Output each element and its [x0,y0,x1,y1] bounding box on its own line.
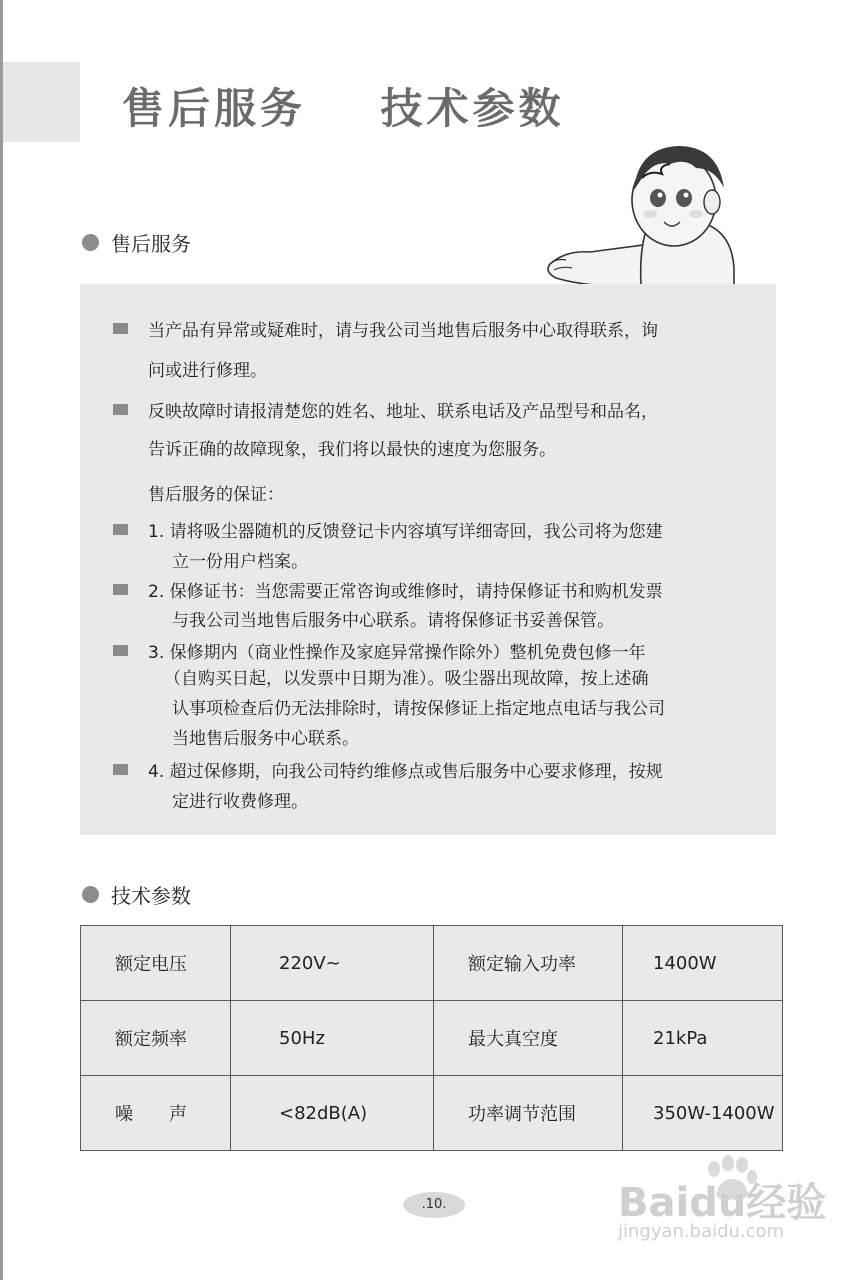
tech-params-heading-text: 技术参数 [111,884,191,908]
square-bullet-icon [113,524,128,535]
square-bullet-icon [113,764,128,775]
table-row [81,1001,783,1076]
guarantee-item: 4. 超过保修期，向我公司特约维修点或售后服务中心要求修理，按规 [113,757,663,782]
after-sales-heading [82,228,191,257]
guarantee-item-continuation: 定进行收费修理。 [172,792,308,812]
table-cell: 220V~ [231,926,434,1001]
tech-params-table [80,925,783,1151]
guarantee-item-continuation: 认事项检查后仍无法排除时，请按保修证上指定地点电话与我公司 [172,699,665,719]
table-cell: 额定频率 [81,1001,231,1076]
table-cell: 50Hz [231,1001,434,1076]
page-number: .10. [403,1192,465,1218]
guarantee-item: 2. 保修证书：当您需要正常咨询或维修时，请持保修证书和购机发票 [113,577,663,602]
after-sales-item-continuation: 问或进行修理。 [148,361,267,381]
table-cell: <82dB(A) [231,1076,434,1151]
table-cell: 额定电压 [81,926,231,1001]
square-bullet-icon [113,323,128,334]
after-sales-item-continuation: 告诉正确的故障现象，我们将以最快的速度为您服务。 [148,440,556,460]
guarantee-item-continuation: （自购买日起，以发票中日期为准）。吸尘器出现故障，按上述确 [164,669,649,689]
square-bullet-icon [113,645,128,656]
child-illustration [546,138,740,298]
page-title: 售后服务 技术参数 [122,84,565,133]
table-cell: 噪 声 [81,1076,231,1151]
guarantee-item: 3. 保修期内（商业性操作及家庭异常操作除外）整机免费包修一年 [113,638,646,663]
title-tab-decoration [3,62,80,142]
table-cell: 1400W [623,926,783,1001]
guarantee-title: 售后服务的保证： [148,485,284,505]
watermark-logo: Baidu经验 [618,1180,827,1226]
tech-params-heading [82,880,191,909]
bullet-dot-icon [82,234,99,251]
guarantee-item-continuation: 立一份用户档案。 [172,552,308,572]
guarantee-item: 1. 请将吸尘器随机的反馈登记卡内容填写详细寄回，我公司将为您建 [113,517,663,542]
table-cell: 21kPa [623,1001,783,1076]
after-sales-item: 反映故障时请报清楚您的姓名、地址、联系电话及产品型号和品名， [113,397,658,422]
after-sales-heading-text: 售后服务 [111,232,191,256]
bullet-dot-icon [82,886,99,903]
table-row [81,1076,783,1151]
baidu-watermark [610,1155,830,1255]
guarantee-item-continuation: 当地售后服务中心联系。 [172,729,359,749]
page-left-border [0,0,3,1280]
guarantee-item-continuation: 与我公司当地售后服务中心联系。请将保修证书妥善保管。 [172,611,614,631]
table-cell: 额定输入功率 [434,926,623,1001]
table-cell: 最大真空度 [434,1001,623,1076]
after-sales-item: 当产品有异常或疑难时，请与我公司当地售后服务中心取得联系，询 [113,316,658,341]
square-bullet-icon [113,404,128,415]
watermark-url: jingyan.baidu.com [618,1221,785,1242]
table-cell: 功率调节范围 [434,1076,623,1151]
table-cell: 350W-1400W [623,1076,783,1151]
square-bullet-icon [113,584,128,595]
table-row [81,926,783,1001]
